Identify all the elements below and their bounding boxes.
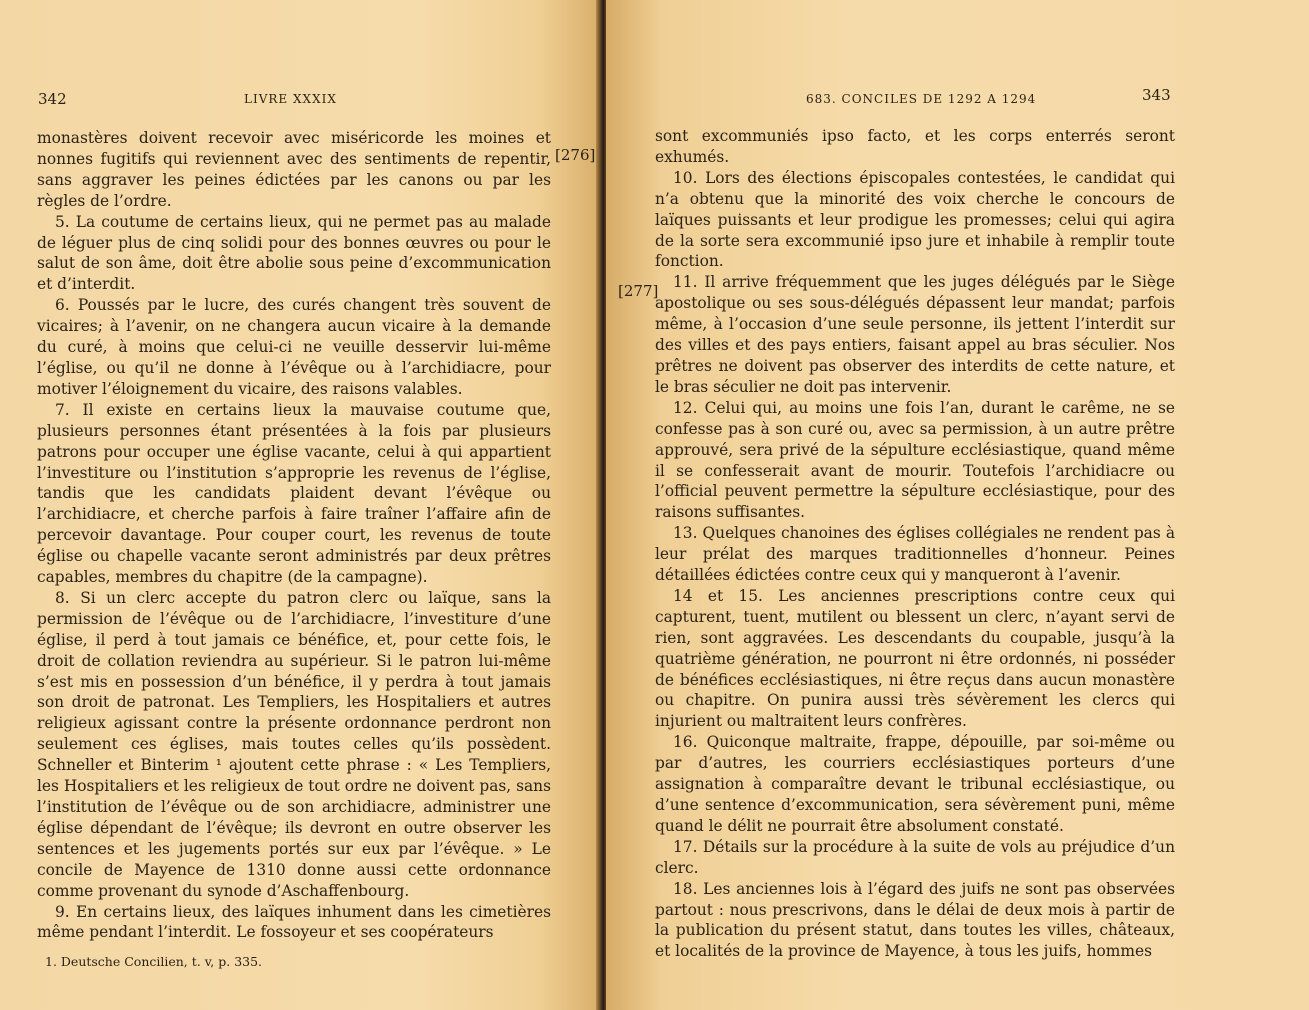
page-number: 343 <box>1142 86 1171 104</box>
left-page-header <box>38 92 550 112</box>
left-page <box>0 0 600 1010</box>
paragraph: 10. Lors des élections épiscopales contestées, le candidat qui n’a obtenu que la minorité des voix cherche le concours de laïques puissants et leur prodigue les promesses; celui qui agira de la sorte sera excommunié ipso jure et inhabile à remplir toute fonction. <box>655 168 1175 271</box>
left-page-body <box>37 128 551 943</box>
paragraph: 17. Détails sur la procédure à la suite de vols au préjudice d’un clerc. <box>655 837 1175 877</box>
paragraph: 14 et 15. Les anciennes prescriptions contre ceux qui capturent, tuent, mutilent ou blessent un clerc, n’ayant servi de rien, sont aggravées. Les descendants du coupable, jusqu’à la quatrième génération, ne pourront ni être ordonnés, ni posséder de bénéfices ecclésiastiques, ni être reçus dans aucun monastère ou chapitre. On punira aussi très sévèrement les clercs qui injurient ou maltraitent leurs confrères. <box>655 586 1175 731</box>
paragraph: monastères doivent recevoir avec miséricorde les moines et nonnes fugitifs qui reviennent avec des sentiments de repentir, sans aggraver les peines édictées par les canons ou par les règles de l’ordre. <box>37 129 551 210</box>
paragraph: 7. Il existe en certains lieux la mauvaise coutume que, plusieurs personnes étant présentées à la fois par plusieurs patrons pour occuper une église vacante, celui à qui appartient l’investiture ou l’institution s’approprie les revenus de l’église, tandis que les candidats plaident devant l’évêque ou l’archidiacre, et cherche parfois à faire traîner l’affaire afin de percevoir davantage. Pour couper court, les revenus de toute église ou chapelle vacante seront administrés par deux prêtres capables, membres du chapitre (de la campagne). <box>37 400 551 587</box>
paragraph: 13. Quelques chanoines des églises collégiales ne rendent pas à leur prélat des marques traditionnelles d’honneur. Peines détaillées édictées contre ceux qui y manqueront à l’avenir. <box>655 524 1175 585</box>
page-number: 342 <box>38 90 67 108</box>
right-page <box>606 0 1309 1010</box>
paragraph: 12. Celui qui, au moins une fois l’an, durant le carême, ne se confesse pas à son curé ou, avec sa permission, à un autre prêtre approuvé, sera privé de la sépulture ecclésiastique, quand même il se confesserait avant de mourir. Toutefois l’archidiacre ou l’official peuvent permettre la sépulture ecclésiastique, pour des raisons suffisantes. <box>655 398 1175 522</box>
paragraph: 9. En certains lieux, des laïques inhument dans les cimetières même pendant l’interdit. Le fossoyeur et ses coopérateurs <box>37 902 551 942</box>
paragraph: sont excommuniés ipso facto, et les corps enterrés seront exhumés. <box>655 127 1175 166</box>
paragraph: 16. Quiconque maltraite, frappe, dépouille, par soi-même ou par d’autres, les courriers ecclésiastiques porteurs d’une assignation à comparaître devant le tribunal ecclésiastique, ou d’une sentence d’excommunication, sera sévèrement puni, même quand le délit ne pourrait être absolument constaté. <box>655 733 1175 835</box>
running-head: LIVRE XXXIX <box>244 92 337 106</box>
right-page-header <box>806 86 1171 112</box>
paragraph: 5. La coutume de certains lieux, qui ne permet pas au malade de léguer plus de cinq solidi pour des bonnes œuvres ou pour le salut de son âme, doit être abolie sous peine d’excommunication et d’interdit. <box>37 212 551 294</box>
paragraph: 11. Il arrive fréquemment que les juges délégués par le Siège apostolique ou ses sous-délégués dépassent leur mandat; parfois même, à l’occasion d’une seule personne, ils jettent l’interdit sur des villes et des pays entiers, faisant appel au bras séculier. Nos prêtres ne doivent pas observer des interdits de cette nature, et le bras séculier ne doit pas intervenir. <box>655 273 1175 396</box>
footnote: 1. Deutsche Concilien, t. v, p. 335. <box>45 954 263 969</box>
paragraph: 8. Si un clerc accepte du patron clerc ou laïque, sans la permission de l’évêque ou de l’archidiacre, l’investiture d’une église, il perd à tout jamais ce bénéfice, et, pour cette fois, le droit de collation reviendra au supérieur. Si le patron lui-même s’est mis en possession d’un bénéfice, il y perdra à tout jamais son droit de patronat. Les Templiers, les Hospitaliers et autres religieux agissant contre la présente ordonnance perdront non seulement ces églises, mais toutes celles qu’ils possèdent. Schneller et Binterim ¹ ajoutent cette phrase : « Les Templiers, les Hospitaliers et les religieux de tout ordre ne doivent pas, sans l’institution de l’évêque ou de son archidiacre, administrer une église dépendant de l’évêque; ils devront en outre observer les sentences et les jugements portés sur eux par l’évêque. » Le concile de Mayence de 1310 donne aussi cette ordonnance comme provenant du synode d’Aschaffenbourg. <box>37 588 551 900</box>
running-head: 683. CONCILES DE 1292 A 1294 <box>806 92 1037 106</box>
paragraph: 18. Les anciennes lois à l’égard des juifs ne sont pas observées partout : nous prescrivons, dans le délai de deux mois à partir de la publication du présent statut, dans toutes les villes, châteaux, et localités de la province de Mayence, à tous les juifs, hommes <box>655 879 1175 961</box>
margin-note: [277] <box>618 282 659 300</box>
paragraph: 6. Poussés par le lucre, des curés changent très souvent de vicaires; à l’avenir, on ne changera aucun vicaire à la demande du curé, à moins que celui-ci ne veuille desservir lui-même l’église, ou qu’il ne donne à l’évêque ou à l’archidiacre, pour motiver l’éloignement du vicaire, des raisons valables. <box>37 296 551 398</box>
right-page-body <box>655 126 1175 962</box>
margin-note: [276] <box>555 146 596 164</box>
